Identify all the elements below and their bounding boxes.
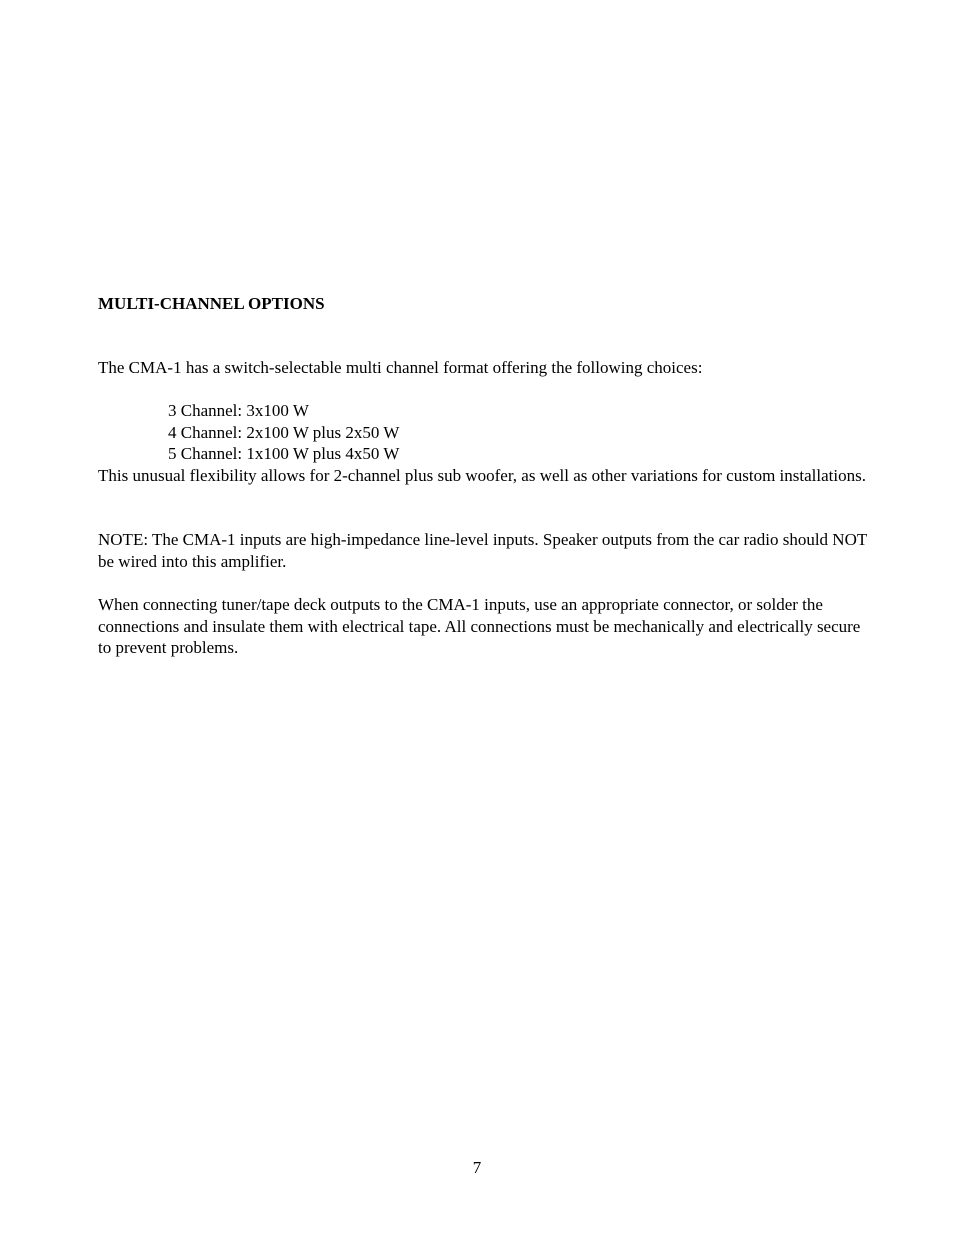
note-paragraph: NOTE: The CMA-1 inputs are high-impedance line-level inputs. Speaker outputs from the car radio should NOT be wired into this amplifier. bbox=[98, 530, 867, 571]
channel-option-3: 3 Channel: 3x100 W bbox=[168, 401, 309, 420]
channel-options-list bbox=[168, 400, 399, 465]
section-heading: MULTI-CHANNEL OPTIONS bbox=[98, 294, 325, 313]
page-number: 7 bbox=[472, 1158, 482, 1177]
channel-option-4: 4 Channel: 2x100 W plus 2x50 W bbox=[168, 422, 400, 442]
connection-paragraph: When connecting tuner/tape deck outputs to the CMA-1 inputs, use an appropriate connector, or solder the connections and insulate them with electrical tape. All connections must be mechanically and electrically secure to prevent problems. bbox=[98, 595, 861, 657]
flexibility-paragraph: This unusual flexibility allows for 2-channel plus sub woofer, as well as other variations for custom installations. bbox=[98, 466, 866, 485]
intro-paragraph: The CMA-1 has a switch-selectable multi channel format offering the following choices: bbox=[98, 358, 703, 377]
channel-option-5: 5 Channel: 1x100 W plus 4x50 W bbox=[168, 444, 400, 463]
